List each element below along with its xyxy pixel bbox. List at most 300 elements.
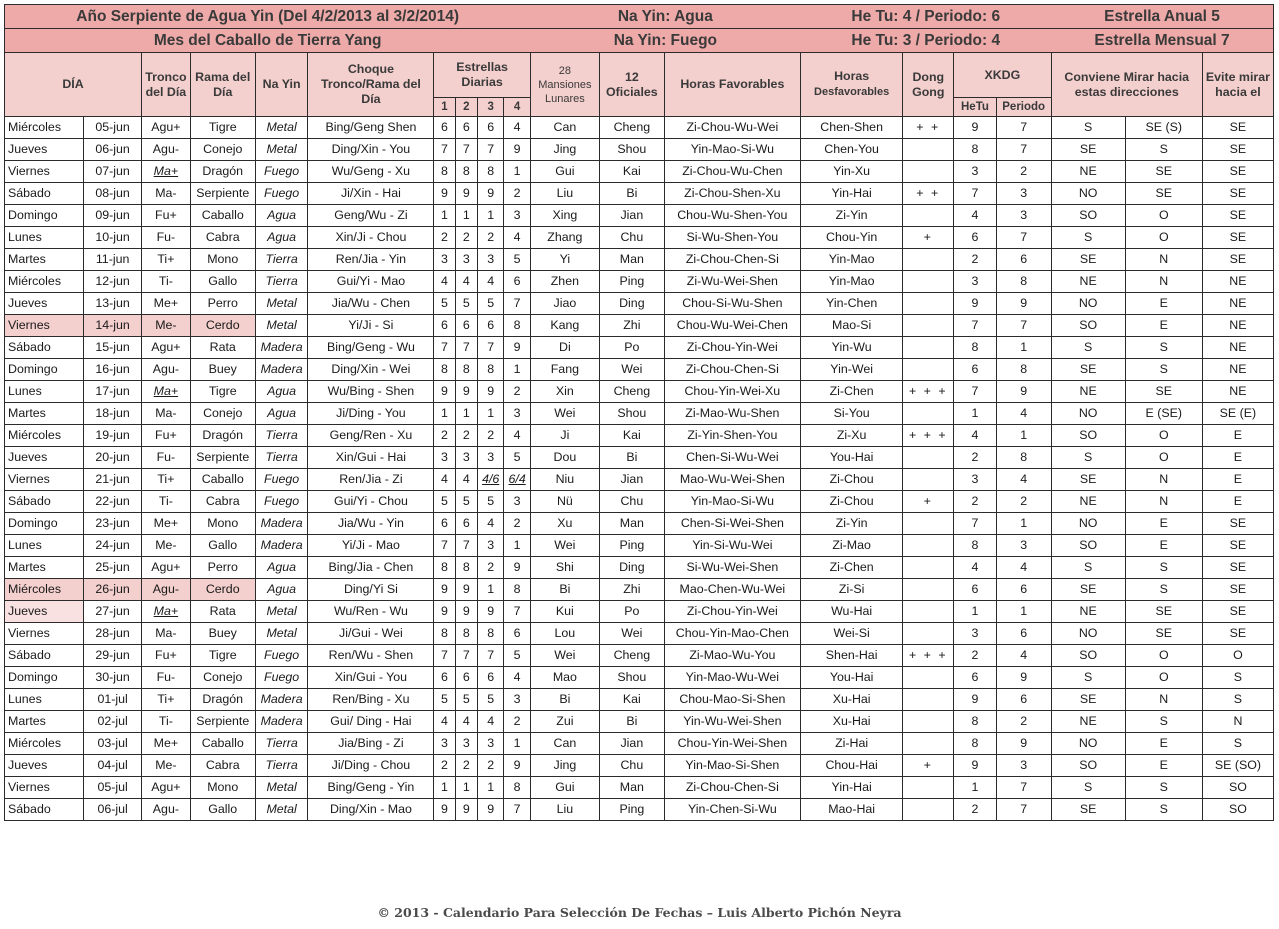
- cell-oficial: Jian: [599, 469, 664, 491]
- cell-choque: Ren/Wu - Shen: [308, 645, 434, 667]
- cell-date: 06-jul: [84, 799, 142, 821]
- cell-horas-desfavorables: Yin-Mao: [800, 249, 903, 271]
- cell-star-3: 7: [477, 337, 503, 359]
- cell-star-2: 6: [455, 315, 477, 337]
- cell-horas-favorables: Zi-Yin-Shen-You: [664, 425, 800, 447]
- cell-horas-favorables: Yin-Mao-Si-Wu: [664, 491, 800, 513]
- cell-periodo: 7: [996, 227, 1051, 249]
- cell-direccion-1: S: [1051, 557, 1125, 579]
- cell-nayin: Metal: [255, 601, 308, 623]
- cell-star-4: 3: [504, 403, 530, 425]
- cell-choque: Wu/Ren - Wu: [308, 601, 434, 623]
- cell-direccion-2: O: [1125, 667, 1202, 689]
- cell-star-3: 2: [477, 425, 503, 447]
- cell-oficial: Shou: [599, 667, 664, 689]
- cell-tronco: Agu-: [142, 359, 191, 381]
- cell-direccion-2: S: [1125, 711, 1202, 733]
- cell-direccion-1: NO: [1051, 403, 1125, 425]
- cell-rama: Serpiente: [190, 711, 255, 733]
- cell-periodo: 3: [996, 535, 1051, 557]
- cell-tronco: Me+: [142, 733, 191, 755]
- cell-periodo: 2: [996, 711, 1051, 733]
- cell-evite: E: [1202, 425, 1273, 447]
- table-row: [5, 249, 1274, 271]
- cell-horas-desfavorables: Yin-Wu: [800, 337, 903, 359]
- cell-evite: NE: [1202, 271, 1273, 293]
- cell-nayin: Fuego: [255, 645, 308, 667]
- cell-oficial: Chu: [599, 227, 664, 249]
- cell-nayin: Tierra: [255, 425, 308, 447]
- cell-dong-gong: [903, 271, 954, 293]
- cell-oficial: Po: [599, 337, 664, 359]
- cell-hetu: 2: [954, 645, 997, 667]
- cell-star-1: 6: [434, 667, 455, 689]
- cell-rama: Conejo: [190, 139, 255, 161]
- cell-periodo: 7: [996, 799, 1051, 821]
- table-row: [5, 777, 1274, 799]
- cell-rama: Cerdo: [190, 315, 255, 337]
- cell-hetu: 3: [954, 623, 997, 645]
- cell-nayin: Madera: [255, 711, 308, 733]
- cell-oficial: Po: [599, 601, 664, 623]
- cell-horas-favorables: Zi-Mao-Wu-You: [664, 645, 800, 667]
- cell-date: 13-jun: [84, 293, 142, 315]
- cell-periodo: 8: [996, 271, 1051, 293]
- cell-direccion-1: SO: [1051, 315, 1125, 337]
- cell-periodo: 9: [996, 293, 1051, 315]
- cell-day-name: Viernes: [5, 315, 84, 337]
- cell-rama: Rata: [190, 601, 255, 623]
- cell-day-name: Sábado: [5, 183, 84, 205]
- table-row: [5, 711, 1274, 733]
- cell-horas-desfavorables: Zi-Chou: [800, 491, 903, 513]
- cell-hetu: 9: [954, 293, 997, 315]
- cell-horas-favorables: Zi-Chou-Yin-Wei: [664, 337, 800, 359]
- cell-mansion: Gui: [530, 161, 599, 183]
- cell-tronco: Agu-: [142, 799, 191, 821]
- cell-star-4: 3: [504, 205, 530, 227]
- cell-star-2: 6: [455, 513, 477, 535]
- cell-periodo: 1: [996, 337, 1051, 359]
- cell-direccion-1: SE: [1051, 249, 1125, 271]
- cell-mansion: Gui: [530, 777, 599, 799]
- cell-nayin: Metal: [255, 139, 308, 161]
- cell-nayin: Tierra: [255, 733, 308, 755]
- cell-date: 14-jun: [84, 315, 142, 337]
- cell-direccion-2: SE: [1125, 601, 1202, 623]
- cell-star-4: 1: [504, 733, 530, 755]
- cell-choque: Geng/Ren - Xu: [308, 425, 434, 447]
- cell-horas-favorables: Mao-Wu-Wei-Shen: [664, 469, 800, 491]
- year-title: Año Serpiente de Agua Yin (Del 4/2/2013 al 3/2/2014): [5, 5, 531, 29]
- cell-mansion: Wei: [530, 403, 599, 425]
- cell-date: 24-jun: [84, 535, 142, 557]
- cell-mansion: Jing: [530, 755, 599, 777]
- cell-horas-desfavorables: Xu-Hai: [800, 689, 903, 711]
- cell-star-3: 8: [477, 623, 503, 645]
- cell-choque: Gui/Yi - Mao: [308, 271, 434, 293]
- cell-dong-gong: [903, 205, 954, 227]
- cell-choque: Gui/ Ding - Hai: [308, 711, 434, 733]
- cell-star-4: 3: [504, 689, 530, 711]
- cell-evite: N: [1202, 711, 1273, 733]
- table-row: [5, 579, 1274, 601]
- cell-dong-gong: + +: [903, 183, 954, 205]
- cell-hetu: 3: [954, 271, 997, 293]
- cell-choque: Ren/Jia - Zi: [308, 469, 434, 491]
- cell-hetu: 8: [954, 535, 997, 557]
- cell-periodo: 9: [996, 667, 1051, 689]
- cell-mansion: Niu: [530, 469, 599, 491]
- cell-rama: Caballo: [190, 469, 255, 491]
- table-row: [5, 513, 1274, 535]
- cell-rama: Tigre: [190, 645, 255, 667]
- cell-star-3: 8: [477, 161, 503, 183]
- month-title: Mes del Caballo de Tierra Yang: [5, 29, 531, 53]
- cell-dong-gong: [903, 403, 954, 425]
- cell-horas-favorables: Chou-Wu-Shen-You: [664, 205, 800, 227]
- cell-date: 02-jul: [84, 711, 142, 733]
- cell-choque: Jia/Bing - Zi: [308, 733, 434, 755]
- cell-star-3: 6: [477, 117, 503, 139]
- cell-oficial: Shou: [599, 403, 664, 425]
- cell-star-1: 9: [434, 183, 455, 205]
- cell-star-1: 4: [434, 711, 455, 733]
- cell-star-3: 5: [477, 293, 503, 315]
- cell-tronco: Me+: [142, 293, 191, 315]
- cell-direccion-2: S: [1125, 799, 1202, 821]
- cell-hetu: 8: [954, 139, 997, 161]
- cell-tronco: Agu+: [142, 117, 191, 139]
- cell-date: 03-jul: [84, 733, 142, 755]
- cell-horas-favorables: Yin-Si-Wu-Wei: [664, 535, 800, 557]
- cell-dong-gong: [903, 359, 954, 381]
- cell-direccion-1: SE: [1051, 689, 1125, 711]
- cell-star-1: 8: [434, 557, 455, 579]
- cell-star-4: 9: [504, 755, 530, 777]
- cell-dong-gong: [903, 469, 954, 491]
- cell-tronco: Me-: [142, 755, 191, 777]
- table-row: [5, 271, 1274, 293]
- table-row: [5, 139, 1274, 161]
- cell-day-name: Viernes: [5, 469, 84, 491]
- cell-star-1: 9: [434, 601, 455, 623]
- cell-dong-gong: [903, 601, 954, 623]
- cell-date: 29-jun: [84, 645, 142, 667]
- cell-direccion-1: SE: [1051, 139, 1125, 161]
- cell-day-name: Jueves: [5, 139, 84, 161]
- cell-choque: Ji/Xin - Hai: [308, 183, 434, 205]
- cell-direccion-1: SO: [1051, 425, 1125, 447]
- cell-horas-desfavorables: Wu-Hai: [800, 601, 903, 623]
- month-star: Estrella Mensual 7: [1051, 29, 1273, 53]
- cell-star-4: 1: [504, 535, 530, 557]
- col-star-2: 2: [455, 98, 477, 117]
- cell-day-name: Miércoles: [5, 425, 84, 447]
- cell-hetu: 3: [954, 161, 997, 183]
- cell-day-name: Martes: [5, 249, 84, 271]
- cell-horas-favorables: Chou-Yin-Mao-Chen: [664, 623, 800, 645]
- cell-periodo: 4: [996, 469, 1051, 491]
- cell-day-name: Viernes: [5, 161, 84, 183]
- col-xkdg: XKDG: [954, 53, 1051, 98]
- cell-direccion-2: O: [1125, 447, 1202, 469]
- table-row: [5, 601, 1274, 623]
- cell-star-3: 1: [477, 403, 503, 425]
- cell-oficial: Bi: [599, 183, 664, 205]
- cell-star-4: 3: [504, 491, 530, 513]
- cell-mansion: Ji: [530, 425, 599, 447]
- cell-day-name: Domingo: [5, 667, 84, 689]
- cell-mansion: Fang: [530, 359, 599, 381]
- cell-oficial: Shou: [599, 139, 664, 161]
- table-row: [5, 227, 1274, 249]
- cell-rama: Perro: [190, 557, 255, 579]
- cell-horas-desfavorables: Chou-Yin: [800, 227, 903, 249]
- cell-star-4: 4: [504, 667, 530, 689]
- cell-horas-desfavorables: Wei-Si: [800, 623, 903, 645]
- cell-star-3: 8: [477, 359, 503, 381]
- cell-date: 17-jun: [84, 381, 142, 403]
- cell-star-1: 3: [434, 249, 455, 271]
- cell-direccion-1: NE: [1051, 491, 1125, 513]
- cell-direccion-2: S: [1125, 359, 1202, 381]
- cell-tronco: Me+: [142, 513, 191, 535]
- cell-star-4: 5: [504, 447, 530, 469]
- cell-rama: Cerdo: [190, 579, 255, 601]
- cell-direccion-1: NO: [1051, 623, 1125, 645]
- cell-mansion: Xing: [530, 205, 599, 227]
- table-row: [5, 535, 1274, 557]
- cell-horas-favorables: Zi-Wu-Wei-Shen: [664, 271, 800, 293]
- cell-dong-gong: [903, 579, 954, 601]
- cell-date: 07-jun: [84, 161, 142, 183]
- cell-date: 10-jun: [84, 227, 142, 249]
- cell-rama: Serpiente: [190, 447, 255, 469]
- cell-mansion: Jiao: [530, 293, 599, 315]
- cell-star-2: 8: [455, 623, 477, 645]
- cell-date: 28-jun: [84, 623, 142, 645]
- col-star-4: 4: [504, 98, 530, 117]
- cell-date: 12-jun: [84, 271, 142, 293]
- cell-dong-gong: + + +: [903, 645, 954, 667]
- cell-hetu: 1: [954, 403, 997, 425]
- cell-star-3: 7: [477, 139, 503, 161]
- cell-date: 04-jul: [84, 755, 142, 777]
- cell-star-4: 2: [504, 381, 530, 403]
- cell-star-4: 7: [504, 293, 530, 315]
- cell-rama: Tigre: [190, 381, 255, 403]
- cell-nayin: Tierra: [255, 271, 308, 293]
- cell-day-name: Sábado: [5, 645, 84, 667]
- cell-mansion: Liu: [530, 183, 599, 205]
- cell-tronco: Ma-: [142, 403, 191, 425]
- cell-oficial: Ping: [599, 799, 664, 821]
- cell-nayin: Agua: [255, 579, 308, 601]
- cell-mansion: Lou: [530, 623, 599, 645]
- cell-tronco: Fu+: [142, 205, 191, 227]
- cell-direccion-1: SE: [1051, 469, 1125, 491]
- cell-oficial: Kai: [599, 425, 664, 447]
- cell-star-4: 6: [504, 623, 530, 645]
- col-desfav-line2: Desfavorables: [814, 86, 890, 98]
- cell-periodo: 4: [996, 557, 1051, 579]
- cell-star-2: 8: [455, 557, 477, 579]
- cell-dong-gong: [903, 711, 954, 733]
- cell-direccion-1: NO: [1051, 183, 1125, 205]
- cell-day-name: Miércoles: [5, 117, 84, 139]
- cell-tronco: Ma+: [142, 381, 191, 403]
- cell-star-3: 2: [477, 557, 503, 579]
- cell-periodo: 2: [996, 161, 1051, 183]
- cell-dong-gong: [903, 513, 954, 535]
- cell-horas-favorables: Yin-Wu-Wei-Shen: [664, 711, 800, 733]
- cell-horas-desfavorables: You-Hai: [800, 447, 903, 469]
- cell-evite: S: [1202, 667, 1273, 689]
- cell-direccion-2: O: [1125, 227, 1202, 249]
- cell-hetu: 7: [954, 315, 997, 337]
- cell-mansion: Wei: [530, 535, 599, 557]
- cell-hetu: 7: [954, 513, 997, 535]
- month-nayin: Na Yin: Fuego: [530, 29, 800, 53]
- cell-star-3: 1: [477, 777, 503, 799]
- cell-star-1: 5: [434, 491, 455, 513]
- cell-tronco: Ti+: [142, 689, 191, 711]
- cell-nayin: Metal: [255, 777, 308, 799]
- cell-nayin: Metal: [255, 117, 308, 139]
- cell-dong-gong: + +: [903, 117, 954, 139]
- cell-oficial: Bi: [599, 447, 664, 469]
- cell-horas-desfavorables: You-Hai: [800, 667, 903, 689]
- table-row: [5, 469, 1274, 491]
- col-tronco: Tronco del Día: [142, 53, 191, 117]
- cell-horas-desfavorables: Chen-You: [800, 139, 903, 161]
- cell-star-3: 9: [477, 799, 503, 821]
- cell-star-1: 6: [434, 117, 455, 139]
- cell-date: 15-jun: [84, 337, 142, 359]
- cell-direccion-1: SO: [1051, 755, 1125, 777]
- cell-date: 06-jun: [84, 139, 142, 161]
- cell-direccion-1: S: [1051, 447, 1125, 469]
- cell-day-name: Martes: [5, 557, 84, 579]
- cell-horas-favorables: Zi-Chou-Wu-Wei: [664, 117, 800, 139]
- cell-star-3: 9: [477, 381, 503, 403]
- cell-rama: Dragón: [190, 689, 255, 711]
- cell-star-1: 8: [434, 359, 455, 381]
- cell-direccion-1: NE: [1051, 271, 1125, 293]
- col-desfavorables: [800, 53, 903, 117]
- cell-star-1: 2: [434, 755, 455, 777]
- cell-star-4: 7: [504, 799, 530, 821]
- cell-star-1: 7: [434, 337, 455, 359]
- cell-evite: SE: [1202, 227, 1273, 249]
- cell-oficial: Ding: [599, 557, 664, 579]
- cell-horas-favorables: Zi-Chou-Chen-Si: [664, 359, 800, 381]
- cell-horas-favorables: Chou-Wu-Wei-Chen: [664, 315, 800, 337]
- cell-oficial: Chu: [599, 491, 664, 513]
- cell-tronco: Me-: [142, 535, 191, 557]
- cell-star-2: 2: [455, 425, 477, 447]
- cell-evite: SO: [1202, 777, 1273, 799]
- cell-direccion-1: NE: [1051, 381, 1125, 403]
- cell-choque: Geng/Wu - Zi: [308, 205, 434, 227]
- cell-periodo: 7: [996, 777, 1051, 799]
- cell-star-2: 9: [455, 183, 477, 205]
- cell-mansion: Kui: [530, 601, 599, 623]
- cell-mansion: Shi: [530, 557, 599, 579]
- cell-star-2: 6: [455, 667, 477, 689]
- cell-star-4: 2: [504, 183, 530, 205]
- cell-hetu: 2: [954, 491, 997, 513]
- cell-hetu: 9: [954, 117, 997, 139]
- cell-choque: Ding/Xin - Mao: [308, 799, 434, 821]
- cell-star-3: 6: [477, 667, 503, 689]
- cell-hetu: 2: [954, 249, 997, 271]
- cell-direccion-2: E: [1125, 755, 1202, 777]
- cell-evite: E: [1202, 469, 1273, 491]
- cell-star-4: 4: [504, 117, 530, 139]
- cell-horas-favorables: Chou-Si-Wu-Shen: [664, 293, 800, 315]
- cell-date: 20-jun: [84, 447, 142, 469]
- cell-oficial: Cheng: [599, 117, 664, 139]
- cell-hetu: 6: [954, 667, 997, 689]
- cell-star-2: 7: [455, 337, 477, 359]
- cell-horas-favorables: Zi-Chou-Chen-Si: [664, 777, 800, 799]
- cell-evite: SE: [1202, 249, 1273, 271]
- cell-hetu: 7: [954, 183, 997, 205]
- cell-oficial: Ding: [599, 293, 664, 315]
- cell-star-2: 7: [455, 139, 477, 161]
- cell-tronco: Me-: [142, 315, 191, 337]
- cell-day-name: Sábado: [5, 491, 84, 513]
- cell-horas-desfavorables: Yin-Wei: [800, 359, 903, 381]
- cell-tronco: Ma-: [142, 183, 191, 205]
- cell-horas-desfavorables: Zi-Mao: [800, 535, 903, 557]
- table-row: [5, 293, 1274, 315]
- cell-horas-favorables: Chou-Yin-Wei-Shen: [664, 733, 800, 755]
- cell-star-2: 6: [455, 117, 477, 139]
- cell-periodo: 3: [996, 755, 1051, 777]
- cell-periodo: 7: [996, 315, 1051, 337]
- cell-evite: SO: [1202, 799, 1273, 821]
- cell-direccion-1: SO: [1051, 535, 1125, 557]
- cell-hetu: 3: [954, 469, 997, 491]
- cell-date: 27-jun: [84, 601, 142, 623]
- cell-dong-gong: [903, 315, 954, 337]
- cell-rama: Cabra: [190, 755, 255, 777]
- cell-periodo: 6: [996, 579, 1051, 601]
- month-header-row: [5, 29, 1274, 53]
- cell-day-name: Viernes: [5, 777, 84, 799]
- cell-choque: Ren/Jia - Yin: [308, 249, 434, 271]
- cell-direccion-1: NE: [1051, 711, 1125, 733]
- table-row: [5, 491, 1274, 513]
- cell-star-4: 8: [504, 315, 530, 337]
- cell-choque: Ji/Ding - You: [308, 403, 434, 425]
- cell-hetu: 4: [954, 205, 997, 227]
- cell-star-3: 2: [477, 227, 503, 249]
- cell-star-1: 7: [434, 645, 455, 667]
- cell-oficial: Ping: [599, 535, 664, 557]
- cell-direccion-2: O: [1125, 645, 1202, 667]
- cell-dong-gong: +: [903, 227, 954, 249]
- year-star: Estrella Anual 5: [1051, 5, 1273, 29]
- table-row: [5, 755, 1274, 777]
- year-header-row: [5, 5, 1274, 29]
- cell-tronco: Fu-: [142, 447, 191, 469]
- cell-choque: Yi/Ji - Mao: [308, 535, 434, 557]
- cell-periodo: 7: [996, 117, 1051, 139]
